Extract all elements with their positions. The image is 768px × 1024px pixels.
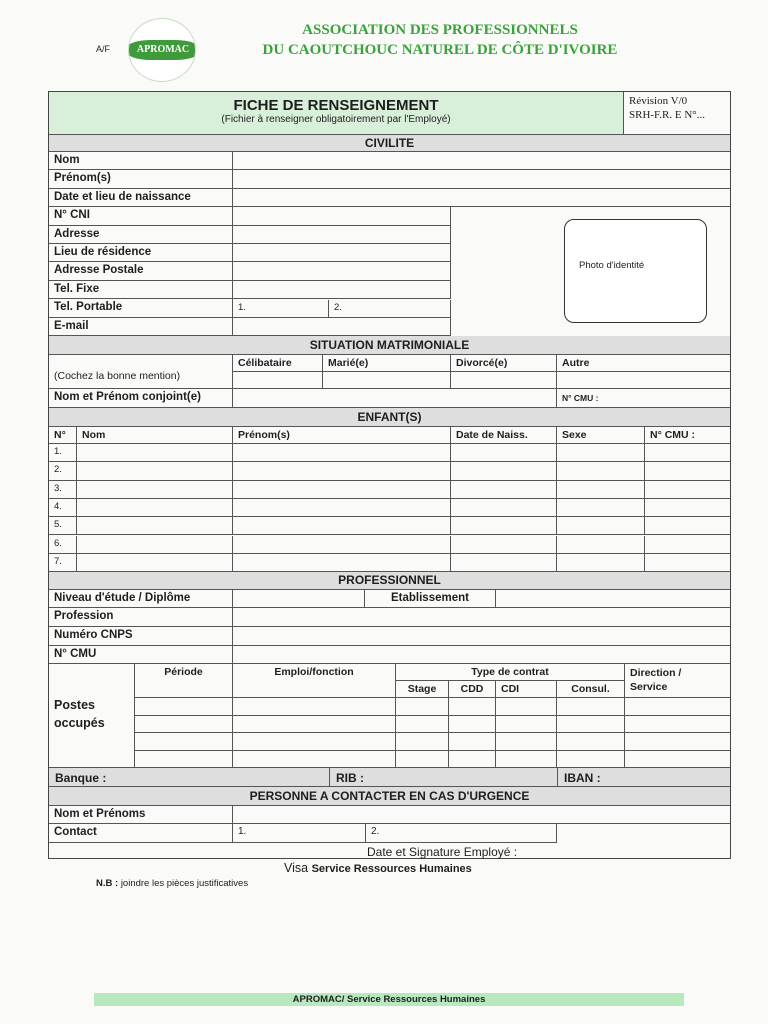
banque-label[interactable]: Banque : (55, 771, 107, 785)
poste-cell-stage[interactable] (396, 716, 449, 734)
civilite-label-cni: N° CNI (49, 207, 233, 225)
poste-cell-emploi[interactable] (233, 751, 396, 769)
civilite-label-tel-fixe: Tel. Fixe (49, 281, 233, 299)
form-title: FICHE DE RENSEIGNEMENT (233, 97, 439, 114)
iban-label[interactable]: IBAN : (564, 771, 601, 785)
niveau-label: Niveau d'étude / Diplôme (49, 590, 233, 608)
civilite-label-residence: Lieu de résidence (49, 244, 233, 262)
direction-header-line1: Direction / (630, 667, 682, 679)
emploi-header: Emploi/fonction (233, 664, 396, 698)
civilite-field-naissance[interactable] (233, 189, 730, 207)
cdi-header: CDI (496, 681, 557, 698)
civilite-field-residence[interactable] (233, 244, 451, 262)
profession-label: Profession (49, 608, 233, 627)
photo-label: Photo d'identité (579, 260, 645, 271)
enfant-cell-date-naiss[interactable] (451, 444, 557, 462)
etablissement-field[interactable] (496, 590, 730, 608)
enfants-col-nom: Nom (77, 427, 233, 444)
poste-cell-emploi[interactable] (233, 733, 396, 751)
revision-block (624, 92, 730, 135)
civilite-field-prenoms[interactable] (233, 170, 730, 188)
civilite-field-adresse[interactable] (233, 226, 451, 244)
enfant-cell-date-naiss[interactable] (451, 481, 557, 499)
association-name-line1: ASSOCIATION DES PROFESSIONNELS (302, 22, 578, 38)
poste-cell-periode[interactable] (135, 733, 233, 751)
poste-cell-stage[interactable] (396, 733, 449, 751)
enfant-cell-cmu[interactable] (645, 499, 730, 517)
banque-divider-2 (557, 768, 558, 787)
enfant-cell-prenoms[interactable] (233, 481, 451, 499)
poste-cell-cdi[interactable] (496, 716, 557, 734)
checkbox-marie[interactable] (323, 372, 451, 389)
civilite-field-adresse-postale[interactable] (233, 262, 451, 280)
direction-header (625, 664, 730, 698)
civilite-heading: CIVILITE (49, 135, 730, 152)
poste-cell-cdi[interactable] (496, 733, 557, 751)
direction-header-line2: Service (630, 681, 668, 693)
enfant-cell-prenoms[interactable] (233, 554, 451, 572)
nb-label: N.B : (96, 878, 119, 889)
cnps-field[interactable] (233, 627, 730, 646)
checkbox-divorce[interactable] (451, 372, 557, 389)
checkbox-celibataire[interactable] (233, 372, 323, 389)
banque-row (49, 768, 730, 787)
enfant-row-num: 6. (49, 536, 77, 554)
enfant-cell-sexe[interactable] (557, 462, 645, 480)
enfant-cell-prenoms[interactable] (233, 444, 451, 462)
enfant-cell-nom[interactable] (77, 481, 233, 499)
logo-text: APROMAC (136, 44, 190, 55)
urgence-contact-label: Contact (49, 824, 233, 843)
civilite-field-cni[interactable] (233, 207, 451, 225)
enfant-cell-cmu[interactable] (645, 481, 730, 499)
civilite-label-adresse: Adresse (49, 226, 233, 244)
form-table (48, 91, 731, 859)
enfant-cell-cmu[interactable] (645, 462, 730, 480)
photo-box[interactable] (564, 219, 707, 323)
type-contrat-header: Type de contrat (396, 664, 625, 681)
nb-text: joindre les pièces justificatives (120, 878, 249, 889)
profession-field[interactable] (233, 608, 730, 627)
prof-cmu-label: N° CMU (49, 646, 233, 664)
enfant-cell-nom[interactable] (77, 554, 233, 572)
enfant-cell-sexe[interactable] (557, 554, 645, 572)
urgence-nom-field[interactable] (233, 806, 730, 824)
urgence-heading: PERSONNE A CONTACTER EN CAS D'URGENCE (49, 787, 730, 806)
enfant-cell-cmu[interactable] (645, 536, 730, 554)
poste-cell-periode[interactable] (135, 716, 233, 734)
poste-cell-consul[interactable] (557, 751, 625, 769)
urgence-contact-1-field[interactable]: 1. (233, 824, 366, 843)
postes-label-line2: occupés (54, 716, 105, 730)
enfant-cell-nom[interactable] (77, 444, 233, 462)
reference-text: SRH-F.R. E N°... (629, 109, 705, 121)
enfant-row-num: 5. (49, 517, 77, 535)
situation-heading: SITUATION MATRIMONIALE (49, 336, 730, 355)
banque-divider-1 (329, 768, 330, 787)
enfant-row-num: 2. (49, 462, 77, 480)
enfant-cell-prenoms[interactable] (233, 462, 451, 480)
apromac-logo (128, 18, 196, 82)
civilite-field-nom[interactable] (233, 152, 730, 170)
poste-cell-periode[interactable] (135, 698, 233, 716)
enfant-row-num: 1. (49, 444, 77, 462)
enfants-col-num: N° (49, 427, 77, 444)
enfant-cell-sexe[interactable] (557, 499, 645, 517)
cnps-label: Numéro CNPS (49, 627, 233, 646)
enfant-cell-date-naiss[interactable] (451, 462, 557, 480)
enfant-row-num: 4. (49, 499, 77, 517)
enfant-cell-sexe[interactable] (557, 444, 645, 462)
title-block (49, 92, 624, 135)
form-subtitle: (Fichier à renseigner obligatoirement par l'Employé) (221, 114, 451, 125)
enfant-cell-nom[interactable] (77, 499, 233, 517)
option-celibataire[interactable]: Célibataire (233, 355, 323, 372)
poste-cell-emploi[interactable] (233, 698, 396, 716)
urgence-nom-label: Nom et Prénoms (49, 806, 233, 824)
option-autre[interactable]: Autre (557, 355, 730, 372)
postes-label-line1: Postes (54, 698, 95, 712)
poste-cell-consul[interactable] (557, 733, 625, 751)
checkbox-autre[interactable] (557, 372, 730, 389)
enfants-col-date-naiss: Date de Naiss. (451, 427, 557, 444)
civilite-label-email: E-mail (49, 318, 233, 336)
poste-cell-direction[interactable] (625, 698, 730, 716)
niveau-field[interactable] (233, 590, 365, 608)
poste-cell-cdi[interactable] (496, 751, 557, 769)
tel-portable-1-field[interactable]: 1. (233, 300, 329, 318)
enfant-cell-date-naiss[interactable] (451, 517, 557, 535)
enfant-cell-sexe[interactable] (557, 481, 645, 499)
enfant-cell-cmu[interactable] (645, 554, 730, 572)
poste-cell-consul[interactable] (557, 716, 625, 734)
poste-cell-stage[interactable] (396, 698, 449, 716)
poste-cell-consul[interactable] (557, 698, 625, 716)
conjoint-label: Nom et Prénom conjoint(e) (49, 389, 233, 408)
cdd-header: CDD (449, 681, 496, 698)
option-marie[interactable]: Marié(e) (323, 355, 451, 372)
footer-band: APROMAC/ Service Ressources Humaines (94, 993, 684, 1006)
visa-service: Service Ressources Humaines (311, 863, 472, 875)
af-label: A/F (96, 44, 111, 54)
rib-label[interactable]: RIB : (336, 771, 364, 785)
enfant-cell-date-naiss[interactable] (451, 554, 557, 572)
poste-cell-cdd[interactable] (449, 698, 496, 716)
enfant-row-num: 3. (49, 481, 77, 499)
civilite-label-naissance: Date et lieu de naissance (49, 189, 233, 207)
conjoint-cmu[interactable]: N° CMU : (557, 389, 730, 408)
periode-header: Période (135, 664, 233, 698)
association-name-line2: DU CAOUTCHOUC NATUREL DE CÔTE D'IVOIRE (262, 42, 618, 58)
enfant-cell-nom[interactable] (77, 536, 233, 554)
visa-line (284, 861, 472, 875)
nb-note (96, 878, 248, 889)
revision-text: Révision V/0 (629, 95, 688, 107)
enfants-col-cmu: N° CMU : (645, 427, 730, 444)
visa-prefix: Visa (284, 861, 309, 875)
professionnel-heading: PROFESSIONNEL (49, 572, 730, 590)
signature-label[interactable]: Date et Signature Employé : (367, 845, 518, 859)
civilite-field-tel-fixe[interactable] (233, 281, 451, 299)
prof-cmu-field[interactable] (233, 646, 730, 664)
poste-cell-emploi[interactable] (233, 716, 396, 734)
urgence-contact-2-field[interactable]: 2. (366, 824, 557, 843)
enfants-col-prenoms: Prénom(s) (233, 427, 451, 444)
civilite-label-tel-portable: Tel. Portable (49, 299, 233, 317)
enfant-cell-date-naiss[interactable] (451, 536, 557, 554)
enfant-cell-prenoms[interactable] (233, 499, 451, 517)
option-divorce[interactable]: Divorcé(e) (451, 355, 557, 372)
enfant-cell-sexe[interactable] (557, 517, 645, 535)
civilite-field-email[interactable] (233, 318, 451, 336)
poste-cell-direction[interactable] (625, 751, 730, 769)
poste-cell-cdd[interactable] (449, 716, 496, 734)
situation-hint: (Cochez la bonne mention) (49, 355, 233, 389)
enfant-row-num: 7. (49, 554, 77, 572)
enfant-cell-prenoms[interactable] (233, 517, 451, 535)
stage-header: Stage (396, 681, 449, 698)
tel-portable-2-field[interactable]: 2. (329, 300, 451, 318)
enfant-cell-cmu[interactable] (645, 517, 730, 535)
civilite-label-prenoms: Prénom(s) (49, 170, 233, 188)
enfants-col-sexe: Sexe (557, 427, 645, 444)
poste-cell-direction[interactable] (625, 733, 730, 751)
poste-cell-cdd[interactable] (449, 733, 496, 751)
poste-cell-periode[interactable] (135, 751, 233, 769)
enfants-heading: ENFANT(S) (49, 408, 730, 427)
enfant-cell-date-naiss[interactable] (451, 499, 557, 517)
enfant-cell-nom[interactable] (77, 462, 233, 480)
etablissement-label: Etablissement (365, 590, 496, 608)
civilite-label-nom: Nom (49, 152, 233, 170)
poste-cell-cdi[interactable] (496, 698, 557, 716)
enfant-cell-prenoms[interactable] (233, 536, 451, 554)
postes-label (49, 664, 135, 768)
civilite-label-adresse-postale: Adresse Postale (49, 262, 233, 280)
poste-cell-stage[interactable] (396, 751, 449, 769)
conjoint-field[interactable] (233, 389, 557, 408)
enfant-cell-cmu[interactable] (645, 444, 730, 462)
enfant-cell-sexe[interactable] (557, 536, 645, 554)
consul-header: Consul. (557, 681, 625, 698)
enfant-cell-nom[interactable] (77, 517, 233, 535)
poste-cell-direction[interactable] (625, 716, 730, 734)
poste-cell-cdd[interactable] (449, 751, 496, 769)
